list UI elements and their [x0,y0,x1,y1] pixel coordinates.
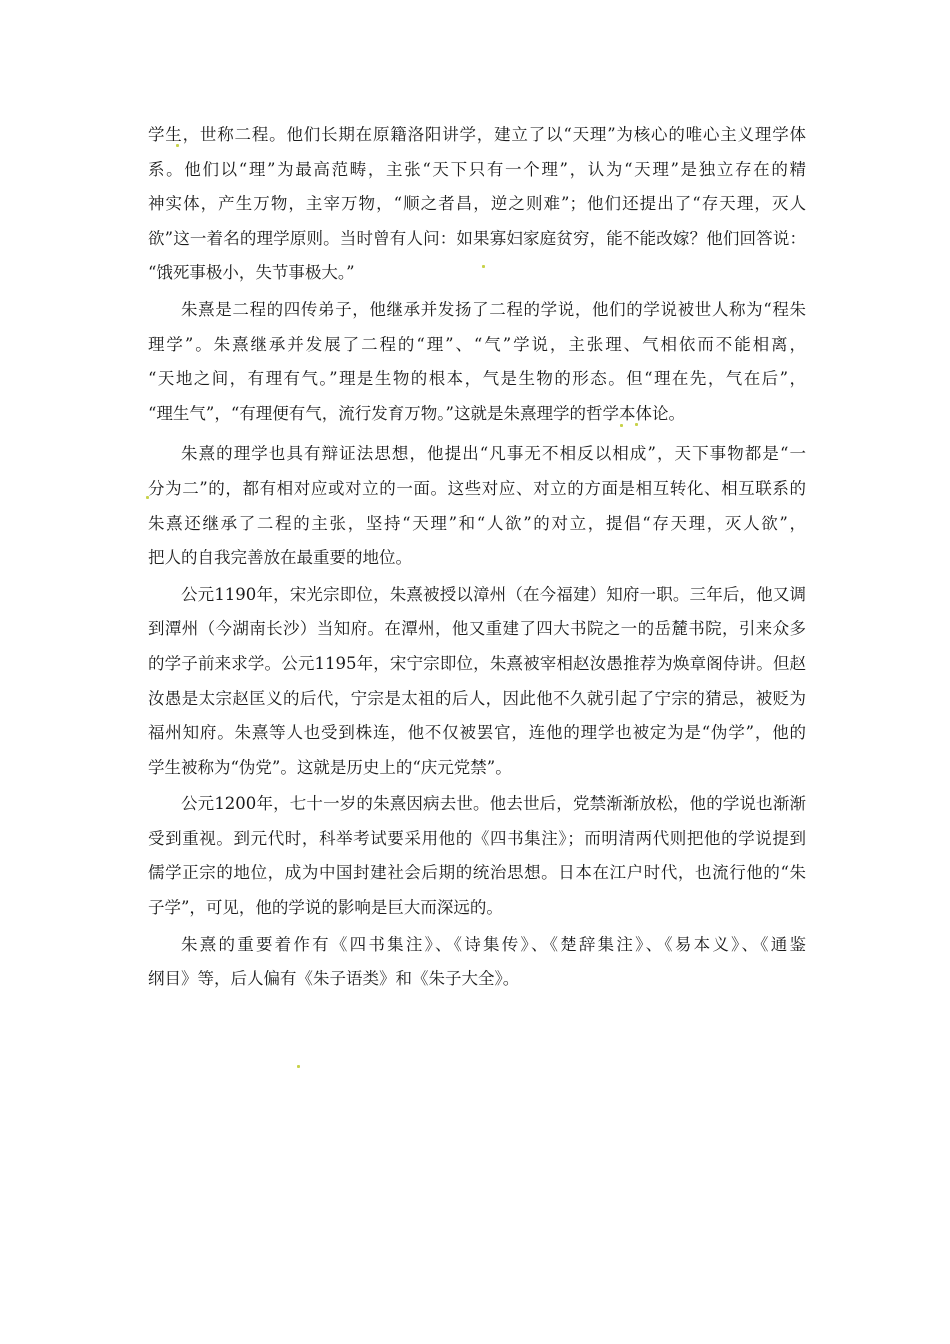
paragraph-legacy [148,787,806,925]
text-line: 福州知府。朱熹等人也受到株连，他不仅被罢官，连他的理学也被定为是“伪学”，他的 [148,723,806,743]
text-line: 到潭州（今湖南长沙）当知府。在潭州，他又重建了四大书院之一的岳麓书院，引来众多 [148,619,806,639]
text-line: 系。他们以“理”为最高范畴，主张“天下只有一个理”，认为“天理”是独立存在的精 [148,159,806,179]
text-line: “饿死事极小，失节事极大。” [148,263,355,283]
text-line: 儒学正宗的地位，成为中国封建社会后期的统治思想。日本在江户时代，也流行他的“朱 [148,863,806,883]
text-line: 朱熹的理学也具有辩证法思想，他提出“凡事无不相反以相成”，天下事物都是“一 [181,444,806,464]
text-line: 的学子前来求学。公元1195年，宋宁宗即位，朱熹被宰相赵汝愚推荐为焕章阁侍讲。但赵 [148,653,806,673]
text-line: 分为二”的，都有相对应或对立的一面。这些对应、对立的方面是相互转化、相互联系的 [148,478,806,498]
text-line: 朱熹是二程的四传弟子，他继承并发扬了二程的学说，他们的学说被世人称为“程朱 [181,299,806,319]
paragraph-career [148,578,806,786]
paragraph-cheng-brothers [148,118,806,291]
text-line: 汝愚是太宗赵匡义的后代，宁宗是太祖的后人，因此他不久就引起了宁宗的猜忌，被贬为 [148,688,806,708]
paragraph-works [148,928,806,997]
text-line: 神实体，产生万物，主宰万物，“顺之者昌，逆之则难”；他们还提出了“存天理，灭人 [148,194,806,214]
text-line: “理生气”，“有理便有气，流行发育万物。”这就是朱熹理学的哲学本体论。 [148,403,685,423]
text-line: “天地之间，有理有气。”理是生物的根本，气是生物的形态。但“理在先，气在后”， [148,369,806,389]
paragraph-cheng-zhu-lixue [148,293,806,431]
text-line: 把人的自我完善放在最重要的地位。 [148,548,412,568]
text-line: 公元1200年，七十一岁的朱熹因病去世。他去世后，党禁渐渐放松，他的学说也渐渐 [181,794,806,814]
text-line: 学生被称为“伪党”。这就是历史上的“庆元党禁”。 [148,757,512,777]
text-line: 受到重视。到元代时，科举考试要采用他的《四书集注》；而明清两代则把他的学说提到 [148,828,806,848]
text-line: 理学”。朱熹继承并发展了二程的“理”、“气”学说，主张理、气相依而不能相离， [148,334,806,354]
text-line: 子学”，可见，他的学说的影响是巨大而深远的。 [148,898,503,918]
paragraph-dialectics [148,437,806,575]
text-line: 公元1190年，宋光宗即位，朱熹被授以漳州（在今福建）知府一职。三年后，他又调 [181,584,806,604]
text-line: 朱熹的重要着作有《四书集注》、《诗集传》、《楚辞集注》、《易本义》、《通鉴 [181,934,806,954]
text-line: 学生，世称二程。他们长期在原籍洛阳讲学，建立了以“天理”为核心的唯心主义理学体 [148,125,806,144]
text-line: 纲目》等，后人偏有《朱子语类》和《朱子大全》。 [148,969,520,989]
article-body [148,118,806,997]
text-line: 欲”这一着名的理学原则。当时曾有人问：如果寡妇家庭贫穷，能不能改嫁？他们回答说： [148,228,806,248]
text-line: 朱熹还继承了二程的主张，坚持“天理”和“人欲”的对立，提倡“存天理，灭人欲”， [148,513,806,533]
scan-artifact-dot [297,1065,300,1068]
